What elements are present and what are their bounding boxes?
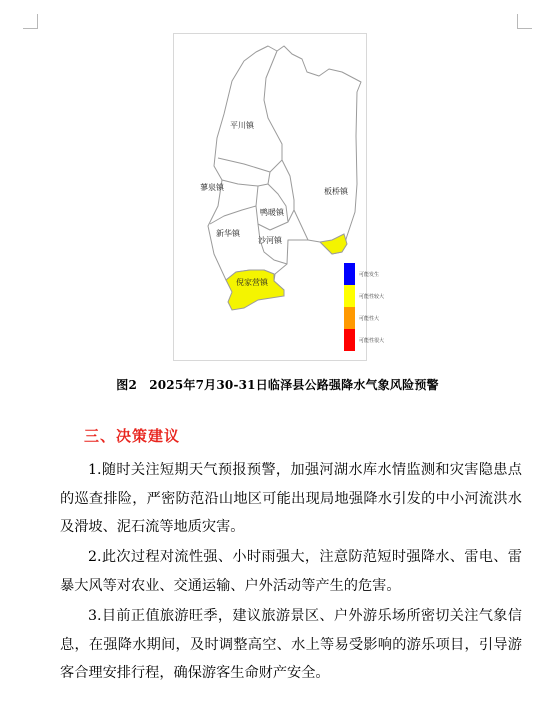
crop-mark-top-left xyxy=(23,14,38,29)
figure-caption: 图2 2025年7月30-31日临泽县公路强降水气象风险预警 xyxy=(116,378,439,392)
legend-label-2: 可能性较大 xyxy=(359,294,385,300)
county-boundary-map xyxy=(174,34,366,360)
warning-area-nijiaying xyxy=(226,270,284,310)
crop-mark-top-right xyxy=(517,14,532,29)
county-outline xyxy=(208,46,361,296)
town-label-xinhua: 新华镇 xyxy=(216,229,240,238)
section-heading: 三、决策建议 xyxy=(84,427,181,445)
legend-label-4: 可能性很大 xyxy=(359,338,385,344)
town-label-yatan: 鸭暖镇 xyxy=(260,208,284,217)
legend-label-3: 可能性大 xyxy=(359,316,380,322)
legend-swatch-blue xyxy=(344,263,355,285)
paragraph-2: 2.此次过程对流性强、小时雨强大，注意防范短时强降水、雷电、雷暴大风等对农业、交通运输、户外活动等产生的危害。 xyxy=(60,549,522,594)
legend-label-1: 可能发生 xyxy=(359,272,380,278)
town-label-liaoquan: 蓼泉镇 xyxy=(200,183,224,192)
legend-swatch-red xyxy=(344,329,355,351)
paragraph-1: 1.随时关注短期天气预报预警，加强河湖水库水情监测和灾害隐患点的巡查排险，严密防范沿山地区可能出现局地强降水引发的中小河流洪水及滑坡、泥石流等地质灾害。 xyxy=(60,462,522,535)
risk-map xyxy=(173,33,385,361)
legend-swatch-orange xyxy=(344,307,355,329)
paragraph-3: 3.目前正值旅游旺季，建议旅游景区、户外游乐场所密切关注气象信息，在强降水期间，及时调整高空、水上等易受影响的游乐项目，引导游客合理安排行程，确保游客生命财产安全。 xyxy=(60,608,522,681)
town-label-banqiao: 板桥镇 xyxy=(324,187,348,196)
legend-swatch-yellow xyxy=(344,285,355,307)
town-label-shahe: 沙河镇 xyxy=(258,236,282,245)
town-label-nijiaying: 倪家营镇 xyxy=(236,278,268,287)
town-label-pingchuan: 平川镇 xyxy=(230,121,254,130)
